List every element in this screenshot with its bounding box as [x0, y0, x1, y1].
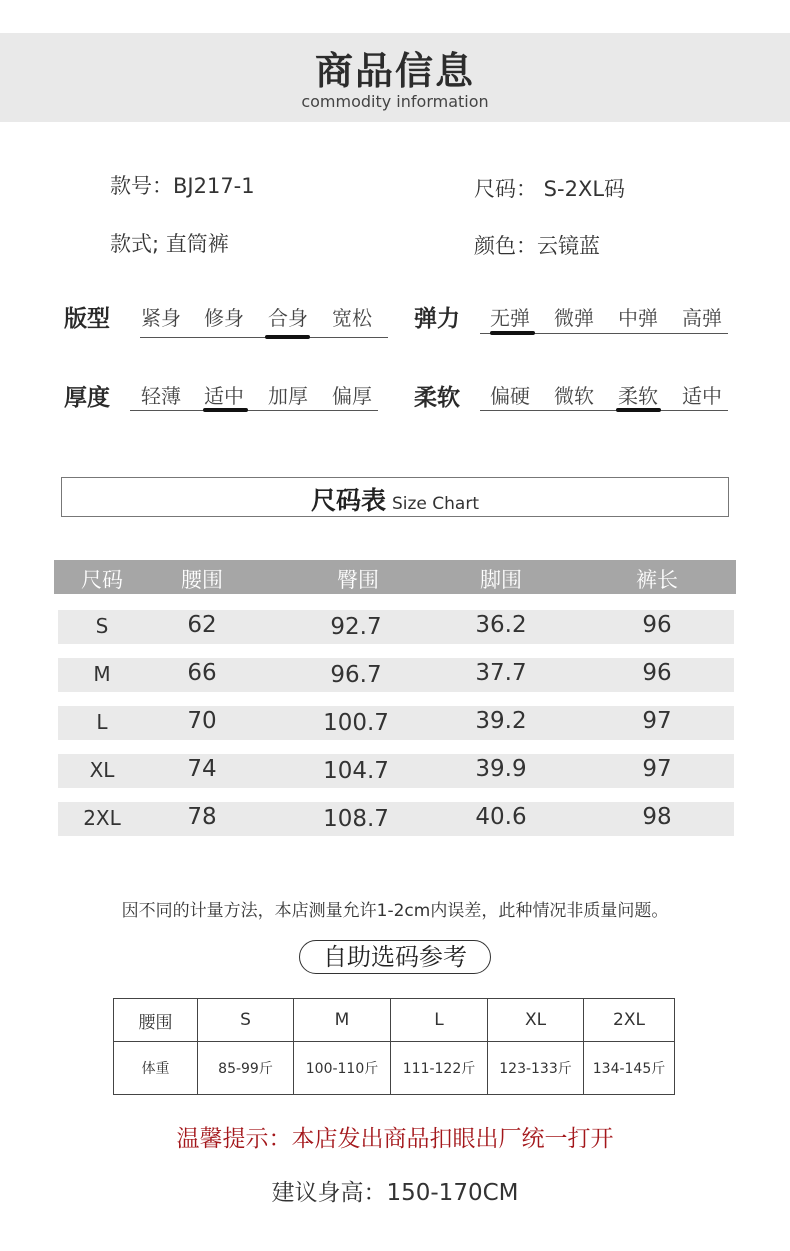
fit-option: 宽松	[332, 306, 372, 330]
size-range: 尺码： S-2XL码	[474, 177, 626, 201]
ref-cell: L	[391, 999, 488, 1042]
thickness-option: 加厚	[268, 384, 308, 408]
table-row	[114, 1042, 675, 1095]
cell-hip: 96.7	[330, 662, 382, 688]
thickness-option: 轻薄	[141, 384, 181, 408]
weight-reference-table	[113, 998, 675, 1095]
ref-header-weight: 体重	[114, 1042, 198, 1095]
table-row	[58, 802, 734, 836]
style: 款式; 直筒裤	[110, 232, 229, 256]
thickness-scale-line	[130, 410, 378, 411]
table-row	[58, 706, 734, 740]
cell-length: 98	[642, 804, 672, 830]
elasticity-option: 微弹	[554, 306, 594, 330]
cell-leg-opening: 36.2	[475, 612, 527, 638]
softness-option: 适中	[682, 384, 722, 408]
thickness-selected-marker	[203, 408, 248, 412]
color: 颜色：云镜蓝	[474, 234, 600, 258]
thickness-option: 偏厚	[332, 384, 372, 408]
elasticity-option: 中弹	[618, 306, 658, 330]
cell-length: 97	[642, 756, 672, 782]
table-row	[114, 999, 675, 1042]
cell-waist: 66	[187, 660, 217, 686]
ref-cell: 111-122斤	[391, 1042, 488, 1095]
size-chart-title-cn: 尺码表	[310, 486, 386, 515]
fit-option: 紧身	[141, 306, 181, 330]
ref-cell: 123-133斤	[488, 1042, 584, 1095]
cell-waist: 70	[187, 708, 217, 734]
softness-option: 微软	[554, 384, 594, 408]
elasticity-label: 弹力	[414, 306, 460, 332]
size-chart-title-box	[61, 477, 729, 517]
cell-size: 2XL	[83, 806, 121, 830]
elasticity-selected-marker	[490, 331, 535, 335]
header-size: 尺码	[81, 568, 123, 592]
cell-waist: 78	[187, 804, 217, 830]
elasticity-option: 高弹	[682, 306, 722, 330]
cell-size: M	[93, 662, 111, 686]
header-hip: 臀围	[337, 568, 379, 592]
softness-option: 柔软	[618, 384, 658, 408]
softness-label: 柔软	[414, 385, 460, 411]
softness-option: 偏硬	[490, 384, 530, 408]
elasticity-option: 无弹	[490, 306, 530, 330]
cell-waist: 62	[187, 612, 217, 638]
cell-hip: 100.7	[323, 710, 389, 736]
table-row	[58, 610, 734, 644]
cell-waist: 74	[187, 756, 217, 782]
suggested-height: 建议身高：150-170CM	[271, 1180, 519, 1206]
page-title: 商品信息	[314, 49, 475, 93]
fit-scale-line	[140, 337, 388, 338]
header-length: 裤长	[636, 568, 678, 592]
ref-header-waist: 腰围	[114, 999, 198, 1042]
cell-hip: 92.7	[330, 614, 382, 640]
thickness-option: 适中	[204, 384, 244, 408]
ref-cell: S	[198, 999, 294, 1042]
size-reference-heading: 自助选码参考	[299, 940, 491, 974]
table-row	[58, 658, 734, 692]
size-chart-title	[62, 481, 728, 517]
measurement-note: 因不同的计量方法，本店测量允许1-2cm内误差，此种情况非质量问题。	[121, 901, 669, 921]
ref-cell: XL	[488, 999, 584, 1042]
cell-length: 96	[642, 612, 672, 638]
cell-hip: 104.7	[323, 758, 389, 784]
fit-label: 版型	[64, 306, 110, 332]
ref-cell: 100-110斤	[294, 1042, 391, 1095]
header-waist: 腰围	[181, 568, 223, 592]
softness-selected-marker	[616, 408, 661, 412]
ref-cell: 85-99斤	[198, 1042, 294, 1095]
cell-size: S	[95, 614, 109, 638]
page-subtitle: commodity information	[301, 92, 489, 111]
cell-leg-opening: 39.9	[475, 756, 527, 782]
cell-length: 96	[642, 660, 672, 686]
fit-option: 修身	[204, 306, 244, 330]
cell-size: XL	[89, 758, 115, 782]
size-table-header	[54, 560, 736, 594]
softness-scale-line	[480, 410, 728, 411]
cell-leg-opening: 37.7	[475, 660, 527, 686]
fit-selected-marker	[265, 335, 310, 339]
thickness-label: 厚度	[64, 385, 110, 411]
table-row	[58, 754, 734, 788]
header-leg-opening: 脚围	[480, 568, 522, 592]
ref-cell: M	[294, 999, 391, 1042]
size-chart-title-en: Size Chart	[391, 494, 480, 514]
ref-cell: 2XL	[584, 999, 675, 1042]
cell-length: 97	[642, 708, 672, 734]
model-number: 款号：BJ217-1	[110, 174, 255, 198]
warm-tip: 温馨提示：本店发出商品扣眼出厂统一打开	[176, 1126, 614, 1152]
fit-option: 合身	[268, 306, 308, 330]
cell-hip: 108.7	[323, 806, 389, 832]
cell-leg-opening: 39.2	[475, 708, 527, 734]
ref-cell: 134-145斤	[584, 1042, 675, 1095]
cell-size: L	[96, 710, 108, 734]
cell-leg-opening: 40.6	[475, 804, 527, 830]
